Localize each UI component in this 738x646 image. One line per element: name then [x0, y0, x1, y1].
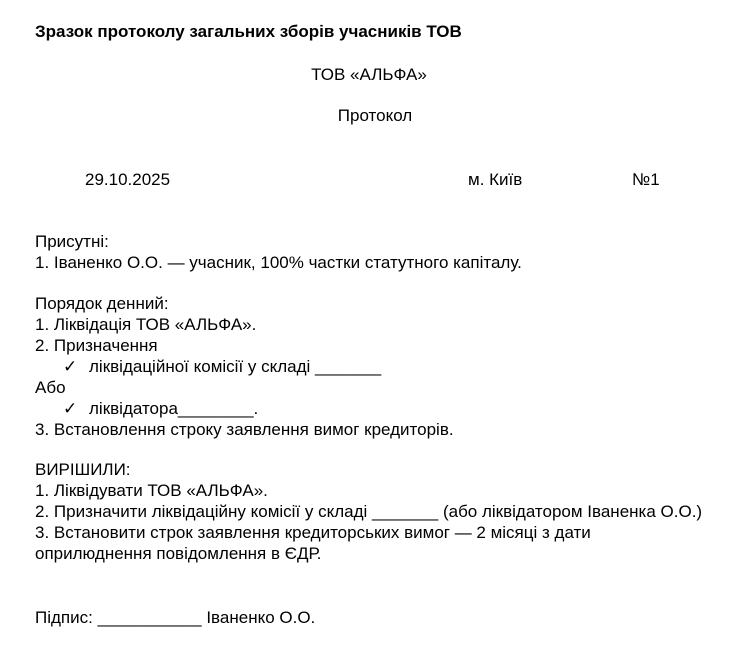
agenda-label: Порядок денний: — [35, 294, 169, 313]
signature-line — [35, 607, 315, 628]
resolved-item-3: 3. Встановити строк заявлення кредиторських вимог — 2 місяці з дати оприлюднення повідомлення в ЄДР. — [35, 523, 591, 563]
agenda-option-commission — [35, 356, 715, 377]
agenda-or-label: Або — [35, 378, 66, 397]
document-type: Протокол — [337, 106, 413, 125]
present-label: Присутні: — [35, 232, 109, 251]
resolved-item-2: 2. Призначити ліквідаційну комісії у складі _______ (або ліквідатором Іваненка О.О.) — [35, 502, 703, 521]
agenda-option-commission-text: ліквідаційної комісії у складі _______ — [89, 357, 382, 376]
resolved-label: ВИРІШИЛИ: — [35, 460, 131, 479]
company-name: ТОВ «АЛЬФА» — [311, 65, 427, 84]
document-number: №1 — [632, 170, 660, 189]
signature-name: Іваненко О.О. — [206, 608, 316, 627]
agenda-option-liquidator-text: ліквідатора________. — [89, 399, 259, 418]
signature-label: Підпис: — [35, 608, 93, 627]
agenda-option-liquidator — [35, 398, 715, 419]
agenda-item-1: 1. Ліквідація ТОВ «АЛЬФА». — [35, 315, 257, 334]
resolved-section — [35, 459, 705, 564]
document-city: м. Київ — [468, 170, 523, 189]
checkmark-icon: ✓ — [63, 357, 78, 376]
checkmark-icon: ✓ — [63, 399, 78, 418]
document-date: 29.10.2025 — [85, 170, 171, 189]
document-heading: Зразок протоколу загальних зборів учасників ТОВ — [35, 22, 462, 41]
agenda-item-2: 2. Призначення — [35, 336, 158, 355]
present-item: 1. Іваненко О.О. — учасник, 100% частки статутного капіталу. — [35, 253, 522, 272]
agenda-item-3: 3. Встановлення строку заявлення вимог кредиторів. — [35, 420, 454, 439]
present-section — [35, 231, 715, 273]
resolved-item-1: 1. Ліквідувати ТОВ «АЛЬФА». — [35, 481, 268, 500]
signature-blank: ___________ — [97, 608, 202, 627]
agenda-section — [35, 293, 715, 440]
